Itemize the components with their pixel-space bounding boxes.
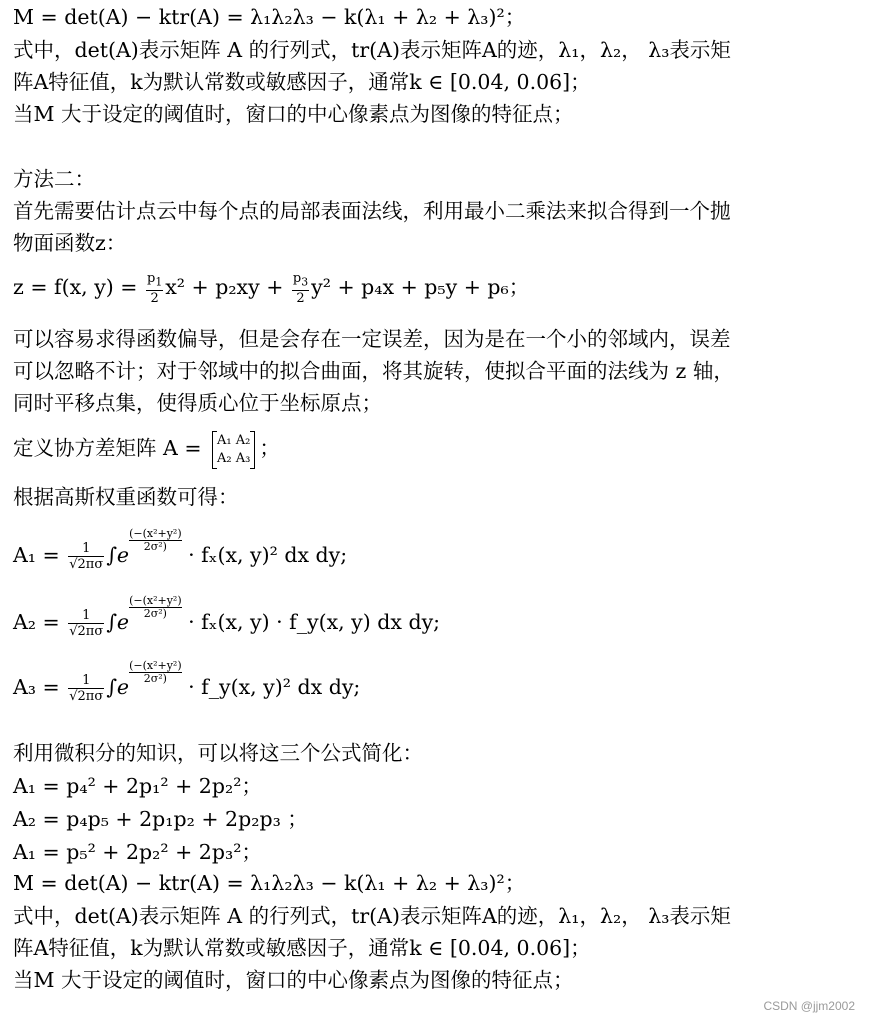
covariance-matrix-line [13, 428, 867, 469]
paragraph-line: 式中，det(A)表示矩阵 A 的行列式，tr(A)表示矩阵A的迹，λ₁，λ₂， λ₃表示矩 [13, 38, 731, 62]
eq-tail: y² + p₄x + p₅y + p₆； [311, 275, 530, 299]
csdn-watermark: CSDN @jjm2002 [763, 999, 855, 1013]
eq-A3: A₃ = $\frac{1}{√2\pi\sigma}$ ∫e $\frac{\text{(−(x²+y²)}}{\text{2σ²)}}$ · f_y(x, y)² dx dy; [13, 659, 361, 704]
paragraph-line: 阵A特征值，k为默认常数或敏感因子，通常k ∈ [0.04, 0.06]； [13, 936, 591, 960]
gauss-exponent: $\frac{\text{(−(x²+y²)}}{\text{2σ²)}}$ [129, 527, 182, 553]
paragraph-line: 可以容易求得函数偏导，但是会存在一定误差，因为是在一个小的邻域内，误差 [13, 327, 731, 351]
matrix-row: A₂ A₃ [217, 450, 251, 466]
paragraph-line: 阵A特征值，k为默认常数或敏感因子，通常k ∈ [0.04, 0.06]； [13, 70, 591, 94]
simplified-eq: A₁ = p₄² + 2p₁² + 2p₂²； [13, 774, 262, 798]
eq-mid: x² + p₂xy + [165, 275, 284, 299]
paragraph-line: 当M 大于设定的阈值时，窗口的中心像素点为图像的特征点； [13, 968, 574, 992]
eq-rhs: · fₓ(x, y)² dx dy; [188, 543, 348, 567]
fraction: $\frac{p_1}{2}$ [147, 271, 163, 306]
gauss-coefficient: $\frac{1}{√2\pi\sigma}$ [69, 673, 104, 704]
paragraph-line: 当M 大于设定的阈值时，窗口的中心像素点为图像的特征点； [13, 102, 574, 126]
matrix-prefix: 定义协方差矩阵 A = [13, 436, 202, 460]
simplified-eq: A₁ = p₅² + 2p₂² + 2p₃²； [13, 840, 262, 864]
harris-response-equation: M = det(A) − ktr(A) = λ₁λ₂λ₃ − k(λ₁ + λ₂ + λ₃)²； [13, 5, 526, 29]
eq-A2: A₂ = $\frac{1}{√2\pi\sigma}$ ∫e $\frac{\text{(−(x²+y²)}}{\text{2σ²)}}$ · fₓ(x, y) · f_y(x, y) dx dy; [13, 594, 441, 639]
paragraph-line: 根据高斯权重函数可得： [13, 485, 239, 509]
paragraph-line: 首先需要估计点云中每个点的局部表面法线，利用最小二乘法来拟合得到一个抛 [13, 199, 731, 223]
paraboloid-equation [13, 270, 867, 306]
eq-A1: A₁ = $\frac{1}{√2\pi\sigma}$ ∫e $\frac{\text{(−(x²+y²)}}{\text{2σ²)}}$ · fₓ(x, y)² dx dy; [13, 527, 348, 572]
covariance-matrix [212, 431, 255, 469]
paragraph-line: 可以忽略不计；对于邻域中的拟合曲面，将其旋转，使拟合平面的法线为 z 轴， [13, 359, 734, 383]
paragraph-line: 式中，det(A)表示矩阵 A 的行列式，tr(A)表示矩阵A的迹，λ₁，λ₂， λ₃表示矩 [13, 904, 731, 928]
eq-rhs: · f_y(x, y)² dx dy; [188, 675, 361, 699]
eq-lhs: A₁ = [13, 543, 60, 567]
gauss-exponent: $\frac{\text{(−(x²+y²)}}{\text{2σ²)}}$ [129, 659, 182, 685]
eq-lhs: z = f(x, y) = [13, 275, 138, 299]
gauss-coefficient: $\frac{1}{√2\pi\sigma}$ [69, 541, 104, 572]
section-heading: 方法二： [13, 167, 95, 191]
gauss-exponent: $\frac{\text{(−(x²+y²)}}{\text{2σ²)}}$ [129, 594, 182, 620]
paragraph-line: 同时平移点集，使得质心位于坐标原点； [13, 391, 382, 415]
simplified-eq: A₂ = p₄p₅ + 2p₁p₂ + 2p₂p₃ ； [13, 807, 308, 831]
gauss-coefficient: $\frac{1}{√2\pi\sigma}$ [69, 608, 104, 639]
fraction: $\frac{p_3}{2}$ [292, 271, 309, 306]
paragraph-line: 物面函数z： [13, 231, 127, 255]
eq-lhs: A₂ = [13, 610, 60, 634]
matrix-row: A₁ A₂ [217, 432, 251, 448]
eq-rhs: · fₓ(x, y) · f_y(x, y) dx dy; [188, 610, 441, 634]
harris-response-equation: M = det(A) − ktr(A) = λ₁λ₂λ₃ − k(λ₁ + λ₂ + λ₃)²； [13, 871, 526, 895]
eq-lhs: A₃ = [13, 675, 60, 699]
matrix-suffix: ； [259, 436, 280, 460]
paragraph-line: 利用微积分的知识，可以将这三个公式简化： [13, 741, 423, 765]
